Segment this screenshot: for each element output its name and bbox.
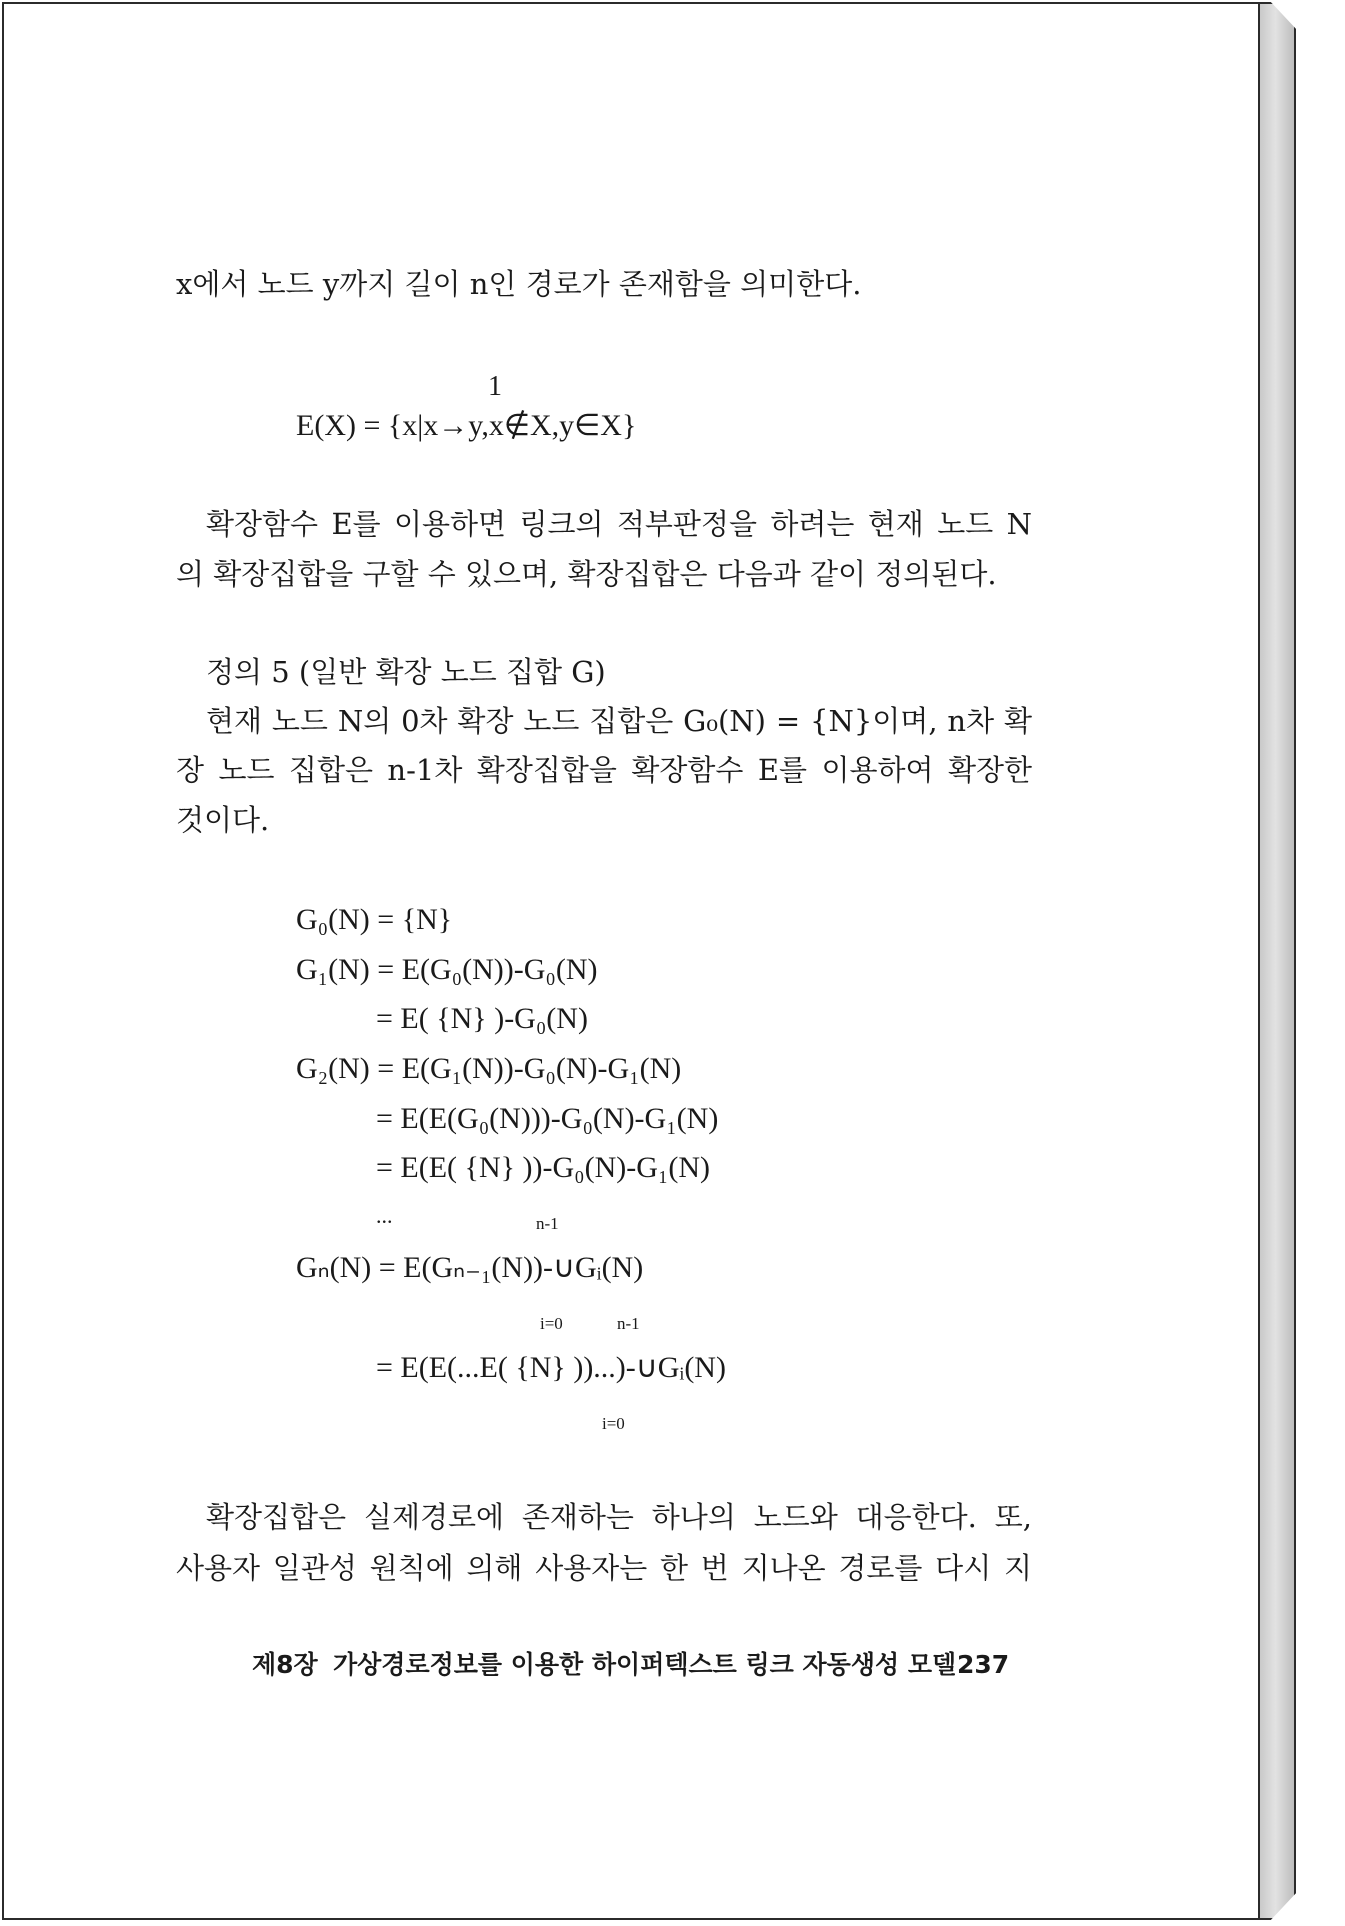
sum-lower-limit: i=0 <box>540 1314 563 1333</box>
paragraph-line: 확장집합은 실제경로에 존재하는 하나의 노드와 대응한다. 또, <box>206 1500 1032 1534</box>
ellipsis: ... <box>376 1203 393 1228</box>
definition-line: 장 노드 집합은 n-1차 확장집합을 확장함수 E를 이용하여 확장한 <box>176 753 1032 787</box>
definition-line: 현재 노드 N의 0차 확장 노드 집합은 G₀(N) = {N}이며, n차 확 <box>206 704 1032 738</box>
footer-title: 가상경로정보를 이용한 하이퍼텍스트 링크 자동생성 모델 <box>333 1650 957 1679</box>
equation-line: = E( {N} )-G₀(N) <box>376 1002 588 1035</box>
definition-title: 정의 5 (일반 확장 노드 집합 G) <box>206 655 606 689</box>
equation-line: G₀(N) = {N} <box>296 903 453 936</box>
equation-line: Gₙ(N) = E(Gₙ₋₁(N))-∪Gᵢ(N) <box>296 1251 644 1284</box>
paragraph-line: 의 확장집합을 구할 수 있으며, 확장집합은 다음과 같이 정의된다. <box>176 557 997 591</box>
formula-superscript: 1 <box>488 371 502 402</box>
equation-line: G₂(N) = E(G₁(N))-G₀(N)-G₁(N) <box>296 1052 682 1085</box>
equation-line: = E(E(...E( {N} ))...)-∪Gᵢ(N) <box>376 1351 726 1384</box>
page-edge-shadow <box>1260 2 1296 1920</box>
definition-line: 것이다. <box>176 803 270 837</box>
equation-line: = E(E(G₀(N)))-G₀(N)-G₁(N) <box>376 1102 719 1135</box>
equation-line: = E(E( {N} ))-G₀(N)-G₁(N) <box>376 1151 711 1184</box>
equation-line: G₁(N) = E(G₀(N))-G₀(N) <box>296 953 598 986</box>
sum-upper-limit: n-1 <box>536 1214 559 1233</box>
paragraph-line: 사용자 일관성 원칙에 의해 사용자는 한 번 지나온 경로를 다시 지 <box>176 1551 1032 1585</box>
page-number: 237 <box>957 1650 1010 1679</box>
paragraph-line: 확장함수 E를 이용하면 링크의 적부판정을 하려는 현재 노드 N <box>206 507 1032 541</box>
sum-upper-limit: n-1 <box>617 1314 640 1333</box>
text-line: x에서 노드 y까지 길이 n인 경로가 존재함을 의미한다. <box>176 267 862 301</box>
footer-chapter: 제8장 <box>252 1650 318 1679</box>
sum-lower-limit: i=0 <box>602 1414 625 1433</box>
formula-extension: E(X) = {x|x→y,x∉X,y∈X} <box>296 409 637 442</box>
